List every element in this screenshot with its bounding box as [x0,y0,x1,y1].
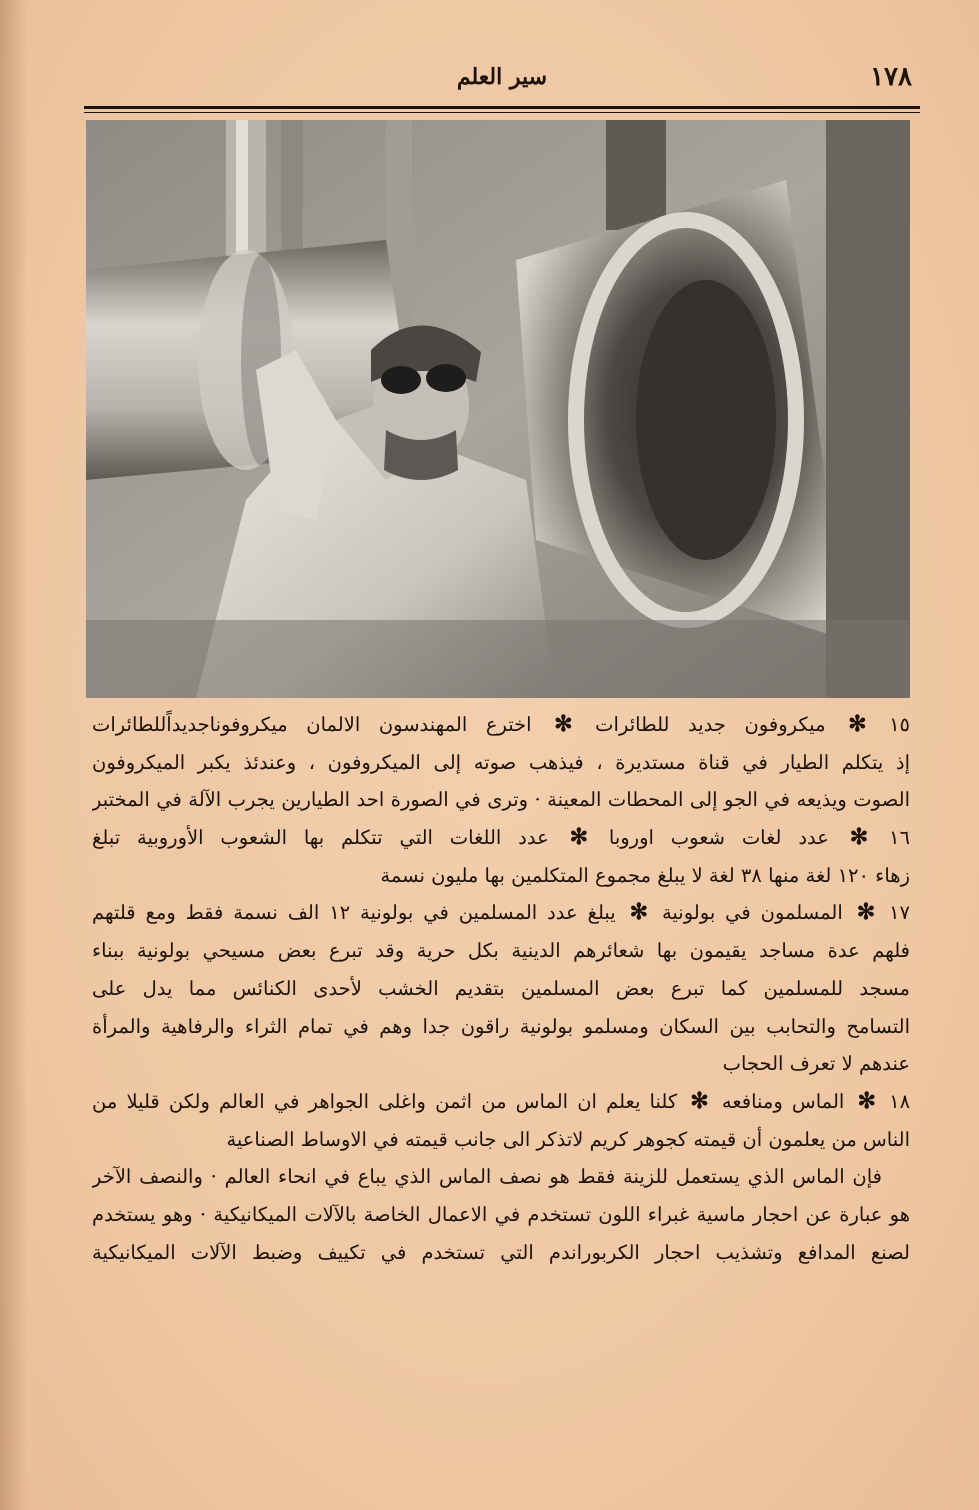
p17-number: ١٧ [889,901,910,925]
p17-line-1: يبلغ عدد المسلمين في بولونية ١٢ الف نسمة فقط ومع قلتهم [92,901,616,925]
p15-title: ميكروفون جديد للطائرات [595,713,826,736]
p17-heading-line [92,894,910,932]
star-ornament-icon: ✻ [857,1087,876,1114]
p15-number: ١٥ [889,713,910,736]
running-title: سير العلم [456,64,548,90]
p17-line-3: مسجد للمسلمين كما تبرع بعض المسلمين بتقديم الخشب لأحدى الكنائس مما يدل على [92,976,910,1000]
page-header [84,58,920,98]
star-ornament-icon: ✻ [856,899,876,926]
p17-line-2: فلهم عدة مساجد يقيمون بها شعائرهم الدينية بكل حرية وقد تبرع بعض مسيحي بولونية ببناء [92,939,910,963]
p16-number: ١٦ [889,826,910,850]
star-ornament-icon: ✻ [629,899,649,926]
p18-line-5: لصنع المدافع وتشذيب احجار الكربوراندم التي تستخدم في تكييف وضبط الآلات الميكانيكية [92,1240,910,1264]
p16-title: عدد لغات شعوب اوروبا [608,826,829,850]
p15-heading-line [92,706,910,744]
p17-line-5: عندهم لا تعرف الحجاب [722,1052,910,1076]
star-ornament-icon: ✻ [848,711,867,737]
star-ornament-icon: ✻ [569,824,589,851]
page-number: ١٧٨ [870,62,912,92]
photo-aviator-microphone [86,120,910,698]
article-body [92,706,910,1271]
star-ornament-icon: ✻ [690,1087,709,1114]
p15-line-3: الصوت ويذيعه في الجو إلى المحطات المعينة · وترى في الصورة احد الطيارين يجرب الآلة في المختبر [92,788,910,812]
p15-line-1: اخترع المهندسون الالمان ميكروفوناجديداًللطائرات [92,713,532,736]
p18-line-3: فإن الماس الذي يستعمل للزينة فقط هو نصف الماس الذي يباع في انحاء العالم · والنصف الآخر [92,1165,882,1189]
header-rule-thin [84,112,920,113]
p18-title: الماس ومنافعه [721,1089,845,1113]
p16-line-1: عدد اللغات التي تتكلم بها الشعوب الأوروبية تبلغ [92,826,549,850]
p16-heading-line [92,819,910,857]
p18-heading-line [92,1083,910,1121]
p17-line-4: التسامح والتحابب بين السكان ومسلمو بولونية راقون جدا وهم في تمام الثراء والرفاهية والمرأة [92,1014,910,1038]
star-ornament-icon: ✻ [849,824,869,851]
p17-title: المسلمون في بولونية [661,901,843,925]
p18-line-4: هو عبارة عن احجار ماسية غبراء اللون تستخدم في الاعمال الخاصة بالآلات الميكانيكية · وهو يستخدم [92,1202,910,1226]
p18-line-1: كلنا يعلم ان الماس من اثمن واغلى الجواهر في العالم ولكن قليلا من [92,1089,678,1113]
header-rule [84,106,920,109]
p15-line-2: إذ يتكلم الطيار في قناة مستديرة ، فيذهب صوته إلى الميكروفون ، وعندئذ يكبر الميكروفون [92,750,910,774]
spine-shadow [0,0,28,1510]
p18-line-2: الناس من يعلمون أن قيمته كجوهر كريم لاتذكر الى جانب قيمته في الاوساط الصناعية [226,1127,910,1151]
p16-line-2: زهاء ١٢٠ لغة منها ٣٨ لغة لا يبلغ مجموع المتكلمين بها مليون نسمة [380,863,910,887]
p18-number: ١٨ [889,1089,910,1113]
star-ornament-icon: ✻ [554,711,573,737]
